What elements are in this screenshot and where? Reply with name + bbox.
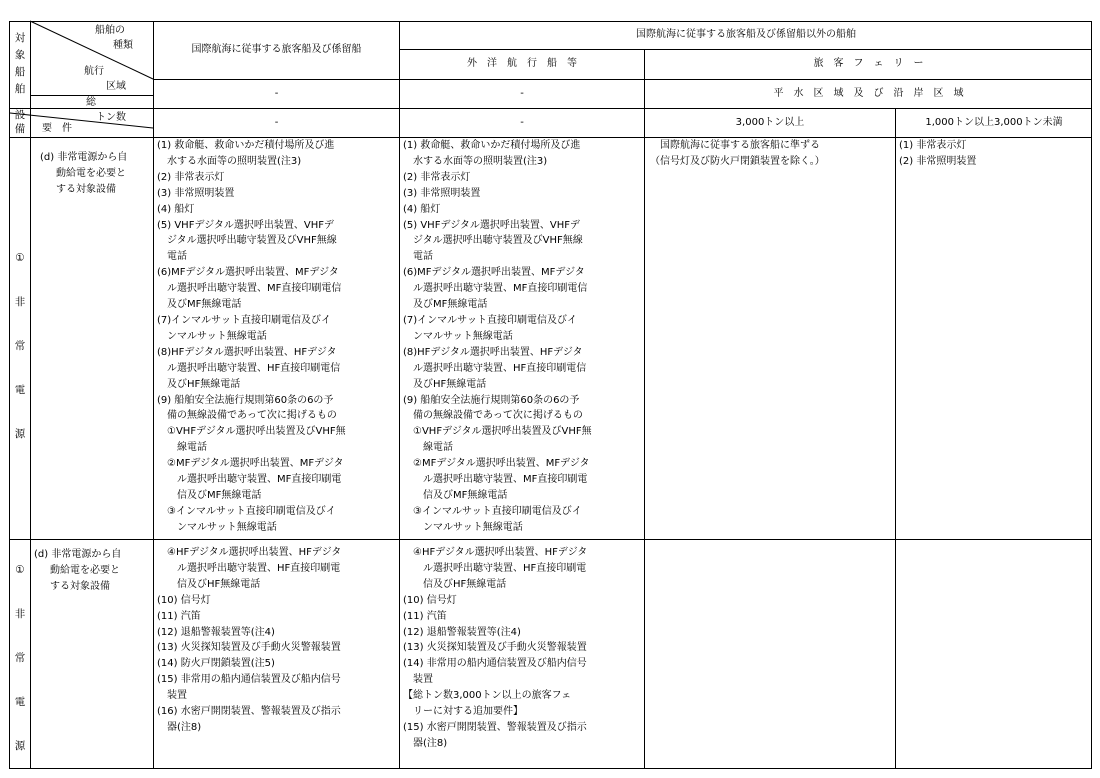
list-item: 装置 — [403, 674, 433, 686]
list-item: ル選択呼出聴守装置、HF直接印刷電 — [403, 562, 587, 574]
list-item: 信及びHF無線電話 — [403, 578, 507, 590]
list-item: (11) 汽笛 — [157, 610, 201, 622]
requirement-label: 要 件 — [42, 123, 72, 134]
requirement-cell — [40, 150, 127, 198]
list-item: (10) 信号灯 — [157, 594, 211, 606]
equipment-vertical-label — [10, 108, 30, 136]
list-item: ジタル選択呼出聴守装置及びVHF無線 — [403, 235, 583, 247]
list-item: (9) 船舶安全法施行規則第60条の6の予 — [403, 394, 580, 406]
col-header-intl-passenger: 国際航海に従事する旅客船及び係留船 — [191, 44, 362, 55]
list-item: 線電話 — [157, 442, 207, 454]
list-item: ル選択呼出聴守装置、HF直接印刷電信 — [403, 362, 587, 374]
text-line: する対象設備 — [56, 183, 116, 195]
route-intl-value: - — [274, 88, 279, 99]
list-item: 及びHF無線電話 — [157, 378, 241, 390]
list-item: (1) 救命艇、救命いかだ積付場所及び進 — [157, 140, 335, 151]
list-item: 電話 — [157, 251, 187, 263]
list-item: 信及びMF無線電話 — [157, 489, 262, 501]
char: 電 — [14, 384, 26, 396]
list-item: (7)インマルサット直接印刷電信及びイ — [403, 314, 577, 326]
list-item: (14) 防火戸閉鎖装置(注5) — [157, 658, 275, 670]
list-item: (3) 非常照明装置 — [403, 187, 481, 199]
list-item: 【総トン数3,000トン以上の旅客フェ — [403, 690, 572, 702]
text-line: 動給電を必要と — [50, 564, 120, 576]
char: 非 — [14, 296, 26, 308]
char: 設 — [14, 109, 26, 121]
col-header-passenger-ferry: 旅 客 フ ェ リ ー — [813, 58, 924, 69]
list-item: ②MFデジタル選択呼出装置、MFデジタ — [403, 458, 590, 470]
text-line: する対象設備 — [50, 580, 110, 592]
list-item: (5) VHFデジタル選択呼出装置、VHFデ — [403, 219, 580, 231]
text-line: （信号灯及び防火戸閉鎖装置を除く。） — [650, 155, 825, 167]
list-item: (11) 汽笛 — [403, 610, 447, 622]
list-item: リーに対する追加要件】 — [403, 706, 523, 718]
list-item: ル選択呼出聴守装置、MF直接印刷電 — [403, 474, 588, 486]
list-item: (16) 水密戸開閉装置、警報装置及び指示 — [157, 706, 341, 718]
category-emergency-power-vertical-continued — [10, 548, 30, 768]
tonnage-ocean-value: - — [520, 117, 524, 128]
category-emergency-power-vertical — [10, 236, 30, 456]
list-item: (7)インマルサット直接印刷電信及びイ — [157, 314, 331, 326]
list-item: ンマルサット無線電話 — [157, 521, 277, 533]
char: 備 — [14, 123, 26, 135]
ferry-small-equipment — [899, 138, 976, 170]
char: ① — [15, 252, 25, 264]
list-item: ①VHFデジタル選択呼出装置及びVHF無 — [157, 426, 346, 438]
ship-type-label: 船舶の — [95, 25, 125, 36]
list-item: ンマルサット無線電話 — [403, 521, 523, 533]
list-item: (15) 水密戸開閉装置、警報装置及び指示 — [403, 721, 587, 733]
route-ferry-value: 平 水 区 域 及 び 沿 岸 区 域 — [773, 88, 964, 99]
list-item: ンマルサット無線電話 — [157, 330, 267, 342]
list-item: ンマルサット無線電話 — [403, 330, 513, 342]
route-label-2: 区域 — [106, 81, 126, 92]
route-ocean-value: - — [520, 88, 524, 99]
char: 非 — [14, 608, 26, 620]
list-item: (4) 船灯 — [403, 203, 441, 215]
list-item: 水する水面等の照明装置(注3) — [157, 155, 302, 167]
tonnage-ferry-large-value: 3,000トン以上 — [735, 117, 805, 128]
list-item: 備の無線設備であって次に掲げるもの — [403, 410, 583, 422]
intl-passenger-equipment-list — [157, 138, 346, 536]
list-item: (2) 非常照明装置 — [899, 155, 977, 167]
ocean-going-equipment-list — [403, 138, 592, 536]
list-item: 水する水面等の照明装置(注3) — [403, 155, 548, 167]
char: 対 — [14, 32, 26, 44]
intl-passenger-equipment-list-continued — [157, 545, 341, 736]
text-line: 国際航海に従事する旅客船に準ずる — [660, 140, 820, 151]
list-item: ル選択呼出聴守装置、HF直接印刷電信 — [157, 362, 341, 374]
list-item: (5) VHFデジタル選択呼出装置、VHFデ — [157, 219, 334, 231]
list-item: 及びHF無線電話 — [403, 378, 487, 390]
char: 源 — [14, 428, 26, 440]
list-item: (10) 信号灯 — [403, 594, 457, 606]
text-line: (d) 非常電源から自 — [34, 549, 122, 560]
list-item: 装置 — [157, 690, 187, 702]
list-item: (12) 退船警報装置等(注4) — [157, 626, 275, 638]
char: 船 — [14, 66, 26, 78]
requirement-cell-continued — [34, 547, 121, 595]
list-item: ①VHFデジタル選択呼出装置及びVHF無 — [403, 426, 592, 438]
text-line: (d) 非常電源から自 — [40, 152, 128, 163]
col-header-other-ships: 国際航海に従事する旅客船及び係留船以外の船舶 — [636, 29, 856, 40]
list-item: ④HFデジタル選択呼出装置、HFデジタ — [157, 547, 342, 558]
list-item: 線電話 — [403, 442, 453, 454]
list-item: (4) 船灯 — [157, 203, 195, 215]
list-item: (13) 火災探知装置及び手動火災警報装置 — [403, 642, 587, 654]
list-item: (6)MFデジタル選択呼出装置、MFデジタ — [157, 267, 339, 279]
list-item: ル選択呼出聴守装置、MF直接印刷電信 — [403, 283, 588, 295]
list-item: ③インマルサット直接印刷電信及びイ — [403, 505, 582, 517]
char: ① — [15, 564, 25, 576]
list-item: (3) 非常照明装置 — [157, 187, 235, 199]
text-line: 動給電を必要と — [56, 167, 126, 179]
list-item: (6)MFデジタル選択呼出装置、MFデジタ — [403, 267, 585, 279]
list-item: 器(注8) — [403, 737, 448, 749]
list-item: (1) 救命艇、救命いかだ積付場所及び進 — [403, 140, 581, 151]
tonnage-label: 総 — [86, 97, 96, 108]
ocean-going-equipment-list-continued — [403, 545, 587, 752]
list-item: 電話 — [403, 251, 433, 263]
char: 舶 — [14, 83, 26, 95]
list-item: (15) 非常用の船内通信装置及び船内信号 — [157, 674, 341, 686]
list-item: ル選択呼出聴守装置、HF直接印刷電 — [157, 562, 341, 574]
tonnage-ferry-small-value: 1,000トン以上3,000トン未満 — [925, 117, 1063, 128]
char: 常 — [14, 652, 26, 664]
list-item: (14) 非常用の船内通信装置及び船内信号 — [403, 658, 587, 670]
list-item: ル選択呼出聴守装置、MF直接印刷電信 — [157, 283, 342, 295]
ship-type-label-2: 種類 — [113, 40, 133, 51]
list-item: 信及びHF無線電話 — [157, 578, 261, 590]
char: 源 — [14, 740, 26, 752]
list-item: (8)HFデジタル選択呼出装置、HFデジタ — [157, 346, 337, 358]
char: 象 — [14, 49, 26, 61]
list-item: 器(注8) — [157, 721, 202, 733]
tonnage-intl-value: - — [274, 117, 279, 128]
list-item: 及びMF無線電話 — [157, 299, 242, 311]
list-item: (12) 退船警報装置等(注4) — [403, 626, 521, 638]
list-item: ル選択呼出聴守装置、MF直接印刷電 — [157, 474, 342, 486]
list-item: (9) 船舶安全法施行規則第60条の6の予 — [157, 394, 334, 406]
target-ship-vertical-label — [10, 30, 30, 98]
char: 常 — [14, 340, 26, 352]
list-item: (8)HFデジタル選択呼出装置、HFデジタ — [403, 346, 583, 358]
list-item: (2) 非常表示灯 — [403, 171, 471, 183]
list-item: 信及びMF無線電話 — [403, 489, 508, 501]
list-item: (2) 非常表示灯 — [157, 171, 225, 183]
list-item: 備の無線設備であって次に掲げるもの — [157, 410, 337, 422]
list-item: ④HFデジタル選択呼出装置、HFデジタ — [403, 547, 588, 558]
list-item: ジタル選択呼出聴守装置及びVHF無線 — [157, 235, 337, 247]
list-item: ③インマルサット直接印刷電信及びイ — [157, 505, 336, 517]
tonnage-label-2: トン数 — [96, 112, 126, 123]
route-label: 航行 — [84, 66, 104, 77]
list-item: (1) 非常表示灯 — [899, 140, 967, 151]
ferry-large-equipment — [650, 138, 825, 170]
list-item: ②MFデジタル選択呼出装置、MFデジタ — [157, 458, 344, 470]
list-item: (13) 火災探知装置及び手動火災警報装置 — [157, 642, 341, 654]
col-header-ocean-going: 外 洋 航 行 船 等 — [467, 58, 577, 69]
char: 電 — [14, 696, 26, 708]
list-item: 及びMF無線電話 — [403, 299, 488, 311]
